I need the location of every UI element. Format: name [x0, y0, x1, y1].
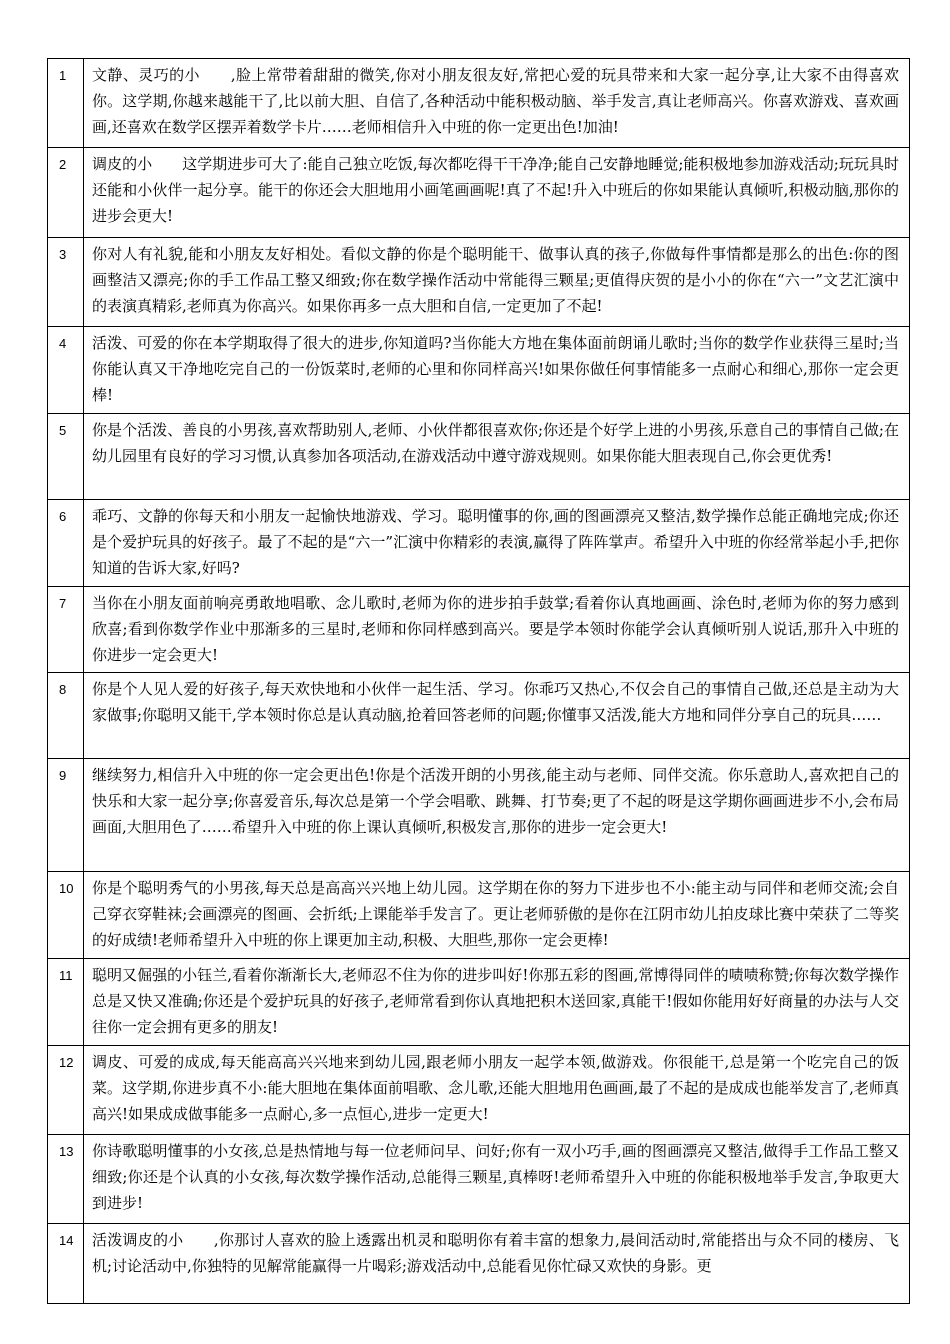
comment-text: 调皮、可爱的成成,每天能高高兴兴地来到幼儿园,跟老师小朋友一起学本领,做游戏。你很能干,总是第一个吃完自己的饭菜。这学期,你进步真不小:能大胆地在集体面前唱歌、念儿歌,还能大胆地用色画画,最了不起的是成成也能举发言了,老师真高兴!如果成成做事能多一点耐心,多一点恒心,进步一定更大!	[84, 1046, 910, 1135]
comment-text: 聪明又倔强的小钰兰,看着你渐渐长大,老师忍不住为你的进步叫好!你那五彩的图画,常博得同伴的啧啧称赞;你每次数学操作总是又快又准确;你还是个爱护玩具的好孩子,老师常看到你认真地把积木送回家,真能干!假如你能用好好商量的办法与人交往你一定会拥有更多的朋友!	[84, 959, 910, 1046]
row-number: 5	[48, 414, 84, 500]
table-row	[48, 759, 910, 872]
comment-text: 你诗歌聪明懂事的小女孩,总是热情地与每一位老师问早、问好;你有一双小巧手,画的图画漂亮又整洁,做得手工作品工整又细致;你还是个认真的小女孩,每次数学操作活动,总能得三颗星,真棒呀!老师希望升入中班的你能积极地举手发言,争取更大到进步!	[84, 1135, 910, 1224]
table-row	[48, 872, 910, 959]
table-row	[48, 587, 910, 673]
row-number: 14	[48, 1224, 84, 1304]
row-number: 7	[48, 587, 84, 673]
row-number: 1	[48, 59, 84, 148]
comment-text: 当你在小朋友面前响亮勇敢地唱歌、念儿歌时,老师为你的进步拍手鼓掌;看着你认真地画画、涂色时,老师为你的努力感到欣喜;看到你数学作业中那渐多的三星时,老师和你同样感到高兴。要是学本领时你能学会认真倾听别人说话,那升入中班的你进步一定会更大!	[84, 587, 910, 673]
row-number: 12	[48, 1046, 84, 1135]
table-row	[48, 1046, 910, 1135]
comments-table	[47, 58, 910, 1304]
comment-text: 你对人有礼貌,能和小朋友友好相处。看似文静的你是个聪明能干、做事认真的孩子,你做每件事情都是那么的出色:你的图画整洁又漂亮;你的手工作品工整又细致;你在数学操作活动中常能得三颗星;更值得庆贺的是小小的你在“六一”文艺汇演中的表演真精彩,老师真为你高兴。如果你再多一点大胆和自信,一定更加了不起!	[84, 238, 910, 327]
comment-text: 调皮的小 这学期进步可大了:能自己独立吃饭,每次都吃得干干净净;能自己安静地睡觉;能积极地参加游戏活动;玩玩具时还能和小伙伴一起分享。能干的你还会大胆地用小画笔画画呢!真了不起!升入中班后的你如果能认真倾听,积极动脑,那你的进步会更大!	[84, 148, 910, 238]
table-row	[48, 238, 910, 327]
row-number: 11	[48, 959, 84, 1046]
row-number: 4	[48, 327, 84, 414]
table-row	[48, 673, 910, 759]
table-row	[48, 148, 910, 238]
table-row	[48, 500, 910, 587]
comment-text: 你是个活泼、善良的小男孩,喜欢帮助别人,老师、小伙伴都很喜欢你;你还是个好学上进的小男孩,乐意自己的事情自己做;在幼儿园里有良好的学习习惯,认真参加各项活动,在游戏活动中遵守游戏规则。如果你能大胆表现自己,你会更优秀!	[84, 414, 910, 500]
comment-text: 文静、灵巧的小 ,脸上常带着甜甜的微笑,你对小朋友很友好,常把心爱的玩具带来和大家一起分享,让大家不由得喜欢你。这学期,你越来越能干了,比以前大胆、自信了,各种活动中能积极动脑、举手发言,真让老师高兴。你喜欢游戏、喜欢画画,还喜欢在数学区摆弄着数学卡片……老师相信升入中班的你一定更出色!加油!	[84, 59, 910, 148]
row-number: 3	[48, 238, 84, 327]
table-row	[48, 414, 910, 500]
table-row	[48, 959, 910, 1046]
comment-text: 乖巧、文静的你每天和小朋友一起愉快地游戏、学习。聪明懂事的你,画的图画漂亮又整洁,数学操作总能正确地完成;你还是个爱护玩具的好孩子。最了不起的是“六一”汇演中你精彩的表演,赢得了阵阵掌声。希望升入中班的你经常举起小手,把你知道的告诉大家,好吗?	[84, 500, 910, 587]
comment-text: 你是个聪明秀气的小男孩,每天总是高高兴兴地上幼儿园。这学期在你的努力下进步也不小:能主动与同伴和老师交流;会自己穿衣穿鞋袜;会画漂亮的图画、会折纸;上课能举手发言了。更让老师骄傲的是你在江阴市幼儿拍皮球比赛中荣获了二等奖的好成绩!老师希望升入中班的你上课更加主动,积极、大胆些,那你一定会更棒!	[84, 872, 910, 959]
comment-text: 活泼调皮的小 ,你那讨人喜欢的脸上透露出机灵和聪明你有着丰富的想象力,晨间活动时,常能搭出与众不同的楼房、飞机;讨论活动中,你独特的见解常能赢得一片喝彩;游戏活动中,总能看见你忙碌又欢快的身影。更	[84, 1224, 910, 1304]
table-row	[48, 59, 910, 148]
row-number: 8	[48, 673, 84, 759]
comment-text: 继续努力,相信升入中班的你一定会更出色!你是个活泼开朗的小男孩,能主动与老师、同伴交流。你乐意助人,喜欢把自己的快乐和大家一起分享;你喜爱音乐,每次总是第一个学会唱歌、跳舞、打节奏;更了不起的呀是这学期你画画进步不小,会布局画面,大胆用色了……希望升入中班的你上课认真倾听,积极发言,那你的进步一定会更大!	[84, 759, 910, 872]
row-number: 6	[48, 500, 84, 587]
row-number: 2	[48, 148, 84, 238]
comment-text: 活泼、可爱的你在本学期取得了很大的进步,你知道吗?当你能大方地在集体面前朗诵儿歌时;当你的数学作业获得三星时;当你能认真又干净地吃完自己的一份饭菜时,老师的心里和你同样高兴!如果你做任何事情能多一点耐心和细心,那你一定会更棒!	[84, 327, 910, 414]
comment-text: 你是个人见人爱的好孩子,每天欢快地和小伙伴一起生活、学习。你乖巧又热心,不仅会自己的事情自己做,还总是主动为大家做事;你聪明又能干,学本领时你总是认真动脑,抢着回答老师的问题;你懂事又活泼,能大方地和同伴分享自己的玩具……	[84, 673, 910, 759]
table-row	[48, 1224, 910, 1304]
table-row	[48, 327, 910, 414]
row-number: 13	[48, 1135, 84, 1224]
row-number: 9	[48, 759, 84, 872]
table-body	[48, 59, 910, 1304]
row-number: 10	[48, 872, 84, 959]
table-row	[48, 1135, 910, 1224]
